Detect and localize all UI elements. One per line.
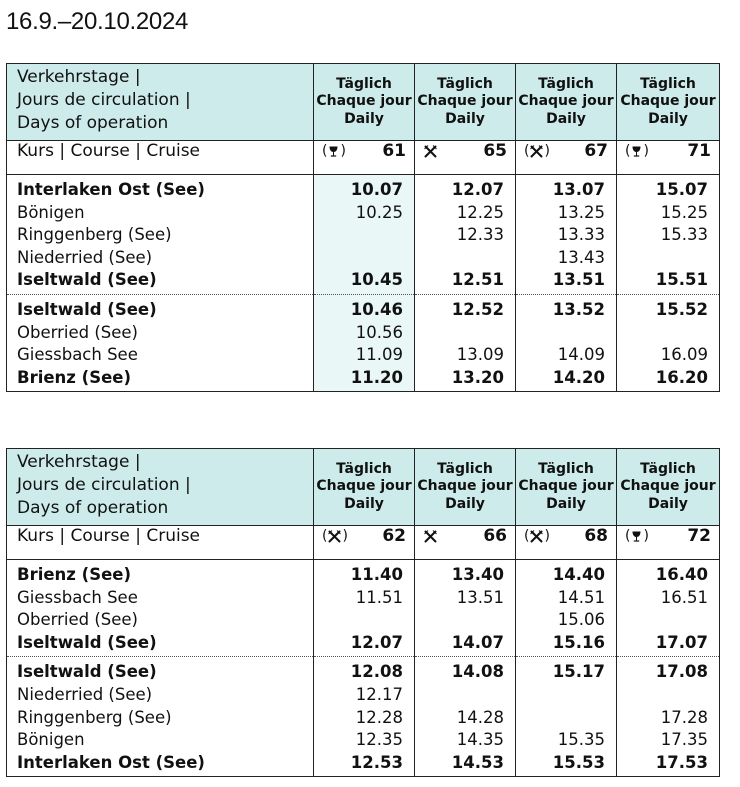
course-row [7, 526, 720, 560]
departure-time [617, 684, 720, 707]
course-number: 72 [687, 526, 711, 546]
course-cell [314, 526, 415, 560]
departure-time: 12.28 [314, 707, 415, 730]
departure-time: 10.25 [314, 202, 415, 225]
stop-row [7, 344, 720, 367]
stop-row [7, 269, 720, 294]
departure-time: 14.40 [516, 560, 617, 587]
operating-days-text: Daily [546, 110, 586, 127]
operating-days-cell [516, 449, 617, 526]
course-cell [516, 141, 617, 175]
departure-time: 15.52 [617, 294, 720, 321]
course-cell [415, 526, 516, 560]
departure-time: 13.25 [516, 202, 617, 225]
operating-days-text: Chaque jour [620, 93, 716, 110]
stop-name: Ringgenberg (See) [7, 224, 314, 247]
departure-time: 12.52 [415, 294, 516, 321]
departure-time: 13.33 [516, 224, 617, 247]
departure-time: 13.20 [415, 367, 516, 392]
header-label-line: Jours de circulation | [17, 90, 191, 110]
departure-time: 15.07 [617, 175, 720, 202]
cutlery-icon [423, 529, 438, 544]
departure-time: 15.17 [516, 657, 617, 684]
operating-days-text: Täglich [336, 460, 392, 477]
departure-time: 13.51 [516, 269, 617, 294]
stop-row [7, 587, 720, 610]
operating-days-text: Täglich [437, 75, 493, 92]
stop-name: Giessbach See [7, 344, 314, 367]
departure-time: 15.06 [516, 609, 617, 632]
stop-name: Interlaken Ost (See) [7, 752, 314, 777]
operating-days-text: Daily [445, 110, 485, 127]
departure-time: 16.51 [617, 587, 720, 610]
operating-days-text: Chaque jour [316, 93, 412, 110]
departure-time: 12.33 [415, 224, 516, 247]
stop-name: Bönigen [7, 202, 314, 225]
departure-time [314, 224, 415, 247]
glass-icon: ( ) [625, 143, 649, 159]
timetable-eastbound [6, 448, 720, 777]
departure-time: 15.25 [617, 202, 720, 225]
stop-name: Giessbach See [7, 587, 314, 610]
departure-time: 12.53 [314, 752, 415, 777]
course-cell [516, 526, 617, 560]
stop-row [7, 247, 720, 270]
stop-row [7, 367, 720, 392]
operating-days-cell [415, 449, 516, 526]
stop-name: Iseltwald (See) [7, 294, 314, 321]
departure-time: 13.07 [516, 175, 617, 202]
departure-time: 11.20 [314, 367, 415, 392]
course-row [7, 141, 720, 175]
header-row [7, 64, 720, 141]
course-cell [415, 141, 516, 175]
departure-time: 10.07 [314, 175, 415, 202]
header-label-line: Verkehrstage | [17, 452, 141, 472]
header-row [7, 449, 720, 526]
departure-time: 13.43 [516, 247, 617, 270]
header-label-line: Jours de circulation | [17, 475, 191, 495]
stop-name: Niederried (See) [7, 247, 314, 270]
operating-days-cell [415, 64, 516, 141]
operating-days-text: Chaque jour [518, 93, 614, 110]
stop-name: Iseltwald (See) [7, 657, 314, 684]
operating-days-label [7, 449, 314, 526]
cutlery-icon: ( ) [524, 528, 550, 544]
departure-time: 17.53 [617, 752, 720, 777]
operating-days-cell [617, 64, 720, 141]
course-cell [617, 141, 720, 175]
stop-name: Bönigen [7, 729, 314, 752]
departure-time: 17.28 [617, 707, 720, 730]
operating-days-text: Täglich [437, 460, 493, 477]
cutlery-icon: ( ) [322, 528, 348, 544]
operating-days-text: Chaque jour [417, 478, 513, 495]
departure-time [617, 247, 720, 270]
stop-row [7, 560, 720, 587]
course-number: 71 [687, 141, 711, 161]
stop-row [7, 684, 720, 707]
departure-time: 16.40 [617, 560, 720, 587]
departure-time [415, 247, 516, 270]
stop-row [7, 202, 720, 225]
stop-name: Oberried (See) [7, 322, 314, 345]
header-label-line: Days of operation [17, 113, 169, 133]
departure-time: 12.08 [314, 657, 415, 684]
departure-time: 16.20 [617, 367, 720, 392]
stop-row [7, 175, 720, 202]
stop-row [7, 224, 720, 247]
departure-time: 13.51 [415, 587, 516, 610]
departure-time: 14.09 [516, 344, 617, 367]
departure-time: 17.08 [617, 657, 720, 684]
stop-name: Brienz (See) [7, 367, 314, 392]
departure-time: 15.33 [617, 224, 720, 247]
departure-time: 12.17 [314, 684, 415, 707]
operating-days-text: Täglich [538, 460, 594, 477]
operating-days-text: Daily [648, 495, 688, 512]
departure-time: 15.16 [516, 632, 617, 657]
course-cell [617, 526, 720, 560]
departure-time: 10.45 [314, 269, 415, 294]
course-cell [314, 141, 415, 175]
departure-time: 12.25 [415, 202, 516, 225]
departure-time: 13.40 [415, 560, 516, 587]
cutlery-icon [423, 144, 438, 159]
operating-days-text: Täglich [538, 75, 594, 92]
departure-time: 14.08 [415, 657, 516, 684]
departure-time: 14.28 [415, 707, 516, 730]
departure-time: 10.56 [314, 322, 415, 345]
stop-name: Interlaken Ost (See) [7, 175, 314, 202]
departure-time: 14.51 [516, 587, 617, 610]
course-number: 62 [382, 526, 406, 546]
course-number: 68 [584, 526, 608, 546]
operating-days-text: Täglich [336, 75, 392, 92]
stop-row [7, 294, 720, 321]
departure-time: 15.53 [516, 752, 617, 777]
departure-time [415, 684, 516, 707]
glass-icon: ( ) [625, 528, 649, 544]
course-label: Kurs | Course | Cruise [7, 141, 314, 175]
operating-days-text: Daily [546, 495, 586, 512]
stop-row [7, 752, 720, 777]
departure-time [516, 684, 617, 707]
departure-time: 15.51 [617, 269, 720, 294]
stop-name: Oberried (See) [7, 609, 314, 632]
operating-days-text: Daily [445, 495, 485, 512]
operating-days-cell [314, 449, 415, 526]
stop-name: Brienz (See) [7, 560, 314, 587]
departure-time: 14.35 [415, 729, 516, 752]
departure-time [314, 247, 415, 270]
departure-time [617, 322, 720, 345]
departure-time [415, 322, 516, 345]
operating-days-text: Chaque jour [620, 478, 716, 495]
stop-name: Iseltwald (See) [7, 632, 314, 657]
departure-time: 17.07 [617, 632, 720, 657]
departure-time: 13.09 [415, 344, 516, 367]
departure-time: 11.40 [314, 560, 415, 587]
stop-name: Niederried (See) [7, 684, 314, 707]
stop-name: Iseltwald (See) [7, 269, 314, 294]
departure-time: 14.07 [415, 632, 516, 657]
course-number: 66 [483, 526, 507, 546]
departure-time [314, 609, 415, 632]
departure-time [415, 609, 516, 632]
cutlery-icon: ( ) [524, 143, 550, 159]
operating-days-text: Daily [344, 110, 384, 127]
operating-days-text: Chaque jour [518, 478, 614, 495]
departure-time: 11.09 [314, 344, 415, 367]
operating-days-label [7, 64, 314, 141]
stop-row [7, 609, 720, 632]
course-number: 61 [382, 141, 406, 161]
operating-days-text: Täglich [640, 460, 696, 477]
operating-days-cell [617, 449, 720, 526]
departure-time: 13.52 [516, 294, 617, 321]
page-title: 16.9.–20.10.2024 [6, 8, 189, 35]
stop-row [7, 707, 720, 730]
header-label-line: Days of operation [17, 498, 169, 518]
departure-time: 12.51 [415, 269, 516, 294]
operating-days-text: Chaque jour [316, 478, 412, 495]
stop-row [7, 657, 720, 684]
operating-days-text: Daily [344, 495, 384, 512]
departure-time [516, 322, 617, 345]
departure-time [516, 707, 617, 730]
departure-time: 10.46 [314, 294, 415, 321]
departure-time: 16.09 [617, 344, 720, 367]
course-number: 67 [584, 141, 608, 161]
departure-time: 12.07 [415, 175, 516, 202]
departure-time: 15.35 [516, 729, 617, 752]
course-number: 65 [483, 141, 507, 161]
stop-name: Ringgenberg (See) [7, 707, 314, 730]
timetable-westbound [6, 63, 720, 392]
course-label: Kurs | Course | Cruise [7, 526, 314, 560]
departure-time: 14.20 [516, 367, 617, 392]
departure-time: 17.35 [617, 729, 720, 752]
glass-icon: ( ) [322, 143, 346, 159]
operating-days-cell [314, 64, 415, 141]
departure-time [617, 609, 720, 632]
stop-row [7, 322, 720, 345]
departure-time: 11.51 [314, 587, 415, 610]
departure-time: 12.07 [314, 632, 415, 657]
stop-row [7, 632, 720, 657]
operating-days-text: Täglich [640, 75, 696, 92]
stop-row [7, 729, 720, 752]
operating-days-cell [516, 64, 617, 141]
departure-time: 14.53 [415, 752, 516, 777]
header-label-line: Verkehrstage | [17, 67, 141, 87]
departure-time: 12.35 [314, 729, 415, 752]
operating-days-text: Daily [648, 110, 688, 127]
operating-days-text: Chaque jour [417, 93, 513, 110]
